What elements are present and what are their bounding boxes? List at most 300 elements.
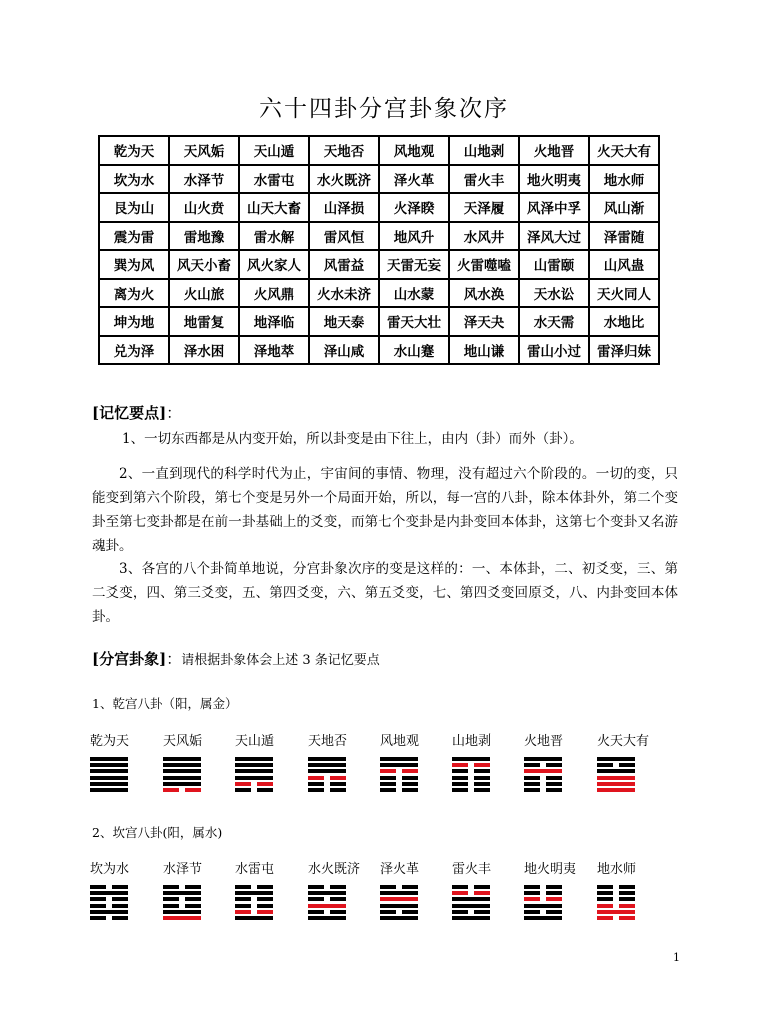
line-segment (235, 788, 251, 792)
yin-line (308, 782, 346, 786)
line-segment (452, 885, 468, 889)
line-segment (163, 776, 201, 780)
hexagram-name: 地火明夷 (524, 862, 577, 877)
table-cell: 水火既济 (309, 165, 379, 194)
section-heading-colon: ： (166, 650, 182, 668)
line-segment (308, 763, 346, 767)
line-segment (474, 788, 490, 792)
line-segment (546, 763, 562, 767)
yin-line (597, 763, 635, 767)
yang-line (163, 782, 201, 786)
line-segment (452, 757, 490, 761)
line-segment (308, 776, 324, 780)
yang-line (597, 782, 635, 786)
hexagram-lines (163, 885, 235, 920)
yin-line (524, 776, 562, 780)
hexagram (597, 733, 669, 794)
yang-line (524, 904, 562, 908)
yin-line (163, 885, 201, 889)
line-segment (524, 885, 540, 889)
line-segment (380, 782, 396, 786)
hexagram-name: 坎为水 (90, 862, 130, 877)
palace-label-kan: 2、坎宫八卦(阳，属水) (92, 825, 223, 840)
yin-line (524, 885, 562, 889)
yang-line (235, 769, 273, 773)
line-segment (257, 897, 273, 901)
hexagram-lines (308, 757, 380, 792)
line-segment (90, 897, 106, 901)
yang-line (524, 757, 562, 761)
table-cell: 山天大畜 (239, 193, 309, 222)
yin-line (597, 891, 635, 895)
line-segment (112, 885, 128, 889)
line-segment (619, 897, 635, 901)
hexagram-lines (452, 885, 524, 920)
hexagram (524, 861, 596, 922)
yang-line (235, 763, 273, 767)
line-segment (330, 776, 346, 780)
line-segment (308, 788, 324, 792)
line-segment (402, 769, 418, 773)
line-segment (380, 910, 396, 914)
table-cell: 火风鼎 (239, 279, 309, 308)
table-cell: 天雷无妄 (379, 250, 449, 279)
line-segment (474, 769, 490, 773)
yang-line (597, 757, 635, 761)
yin-line (163, 904, 201, 908)
yang-line (308, 916, 346, 920)
yang-line (235, 757, 273, 761)
line-segment (474, 776, 490, 780)
yang-line (524, 769, 562, 773)
table-cell: 水风井 (449, 222, 519, 251)
table-cell: 地山谦 (449, 336, 519, 365)
yang-line (163, 776, 201, 780)
line-segment (163, 897, 179, 901)
yang-line (90, 769, 128, 773)
yang-line (90, 788, 128, 792)
yin-line (597, 904, 635, 908)
table-cell: 地水师 (589, 165, 659, 194)
yang-line (163, 916, 201, 920)
line-segment (112, 904, 128, 908)
hexagram (308, 861, 380, 922)
line-segment (546, 776, 562, 780)
line-segment (597, 904, 613, 908)
line-segment (524, 788, 540, 792)
line-segment (546, 897, 562, 901)
yin-line (308, 910, 346, 914)
table-cell: 地天泰 (309, 307, 379, 336)
hexagram-name: 天风姤 (163, 734, 203, 749)
table-cell: 天地否 (309, 136, 379, 165)
table-cell: 水泽节 (169, 165, 239, 194)
hexagram-name: 火地晋 (524, 734, 564, 749)
hexagram (597, 861, 669, 922)
line-segment (524, 910, 540, 914)
line-segment (597, 891, 613, 895)
hexagram (235, 861, 307, 922)
hexagram-lines (597, 885, 669, 920)
line-segment (474, 782, 490, 786)
line-segment (308, 910, 324, 914)
table-cell: 泽水困 (169, 336, 239, 365)
line-segment (163, 904, 179, 908)
table-row (99, 307, 659, 336)
yin-line (452, 763, 490, 767)
yang-line (380, 904, 418, 908)
table-cell: 风天小畜 (169, 250, 239, 279)
hexagram-name: 火天大有 (597, 734, 650, 749)
yin-line (452, 910, 490, 914)
line-segment (597, 757, 635, 761)
line-segment (90, 916, 106, 920)
yin-line (380, 788, 418, 792)
hexagram-name: 泽火革 (380, 862, 420, 877)
table-cell: 火天大有 (589, 136, 659, 165)
yang-line (90, 891, 128, 895)
hexagram-name: 风地观 (380, 734, 420, 749)
table-row (99, 222, 659, 251)
yang-line (380, 916, 418, 920)
line-segment (402, 910, 418, 914)
line-segment (380, 897, 418, 901)
yang-line (90, 763, 128, 767)
hexagram (452, 733, 524, 794)
line-segment (452, 763, 468, 767)
hexagram-lines (597, 757, 669, 792)
line-segment (308, 757, 346, 761)
line-segment (235, 891, 273, 895)
hexagram (163, 733, 235, 794)
page-number: 1 (673, 951, 680, 964)
line-segment (235, 776, 273, 780)
line-segment (308, 782, 324, 786)
line-segment (619, 904, 635, 908)
line-segment (546, 891, 562, 895)
table-cell: 雷地豫 (169, 222, 239, 251)
hexagram-name: 天地否 (308, 734, 348, 749)
line-segment (524, 891, 540, 895)
table-cell: 火地晋 (519, 136, 589, 165)
hexagram-lines (235, 757, 307, 792)
yang-line (235, 891, 273, 895)
line-segment (90, 776, 128, 780)
table-cell: 风泽中孚 (519, 193, 589, 222)
table-cell: 泽风大过 (519, 222, 589, 251)
line-segment (90, 910, 128, 914)
line-segment (402, 776, 418, 780)
yin-line (524, 897, 562, 901)
line-segment (597, 763, 613, 767)
line-segment (163, 910, 201, 914)
hexagram-name: 乾为天 (90, 734, 130, 749)
line-segment (546, 788, 562, 792)
yang-line (597, 769, 635, 773)
line-segment (235, 885, 251, 889)
hexagram-lines (380, 885, 452, 920)
table-row (99, 250, 659, 279)
hexagram (235, 733, 307, 794)
line-segment (235, 916, 273, 920)
line-segment (597, 916, 613, 920)
line-segment (474, 885, 490, 889)
yang-line (308, 904, 346, 908)
table-cell: 山风蛊 (589, 250, 659, 279)
line-segment (597, 788, 635, 792)
line-segment (402, 782, 418, 786)
table-cell: 泽火革 (379, 165, 449, 194)
memory-heading (92, 402, 181, 423)
section-heading-label: [分宫卦象] (92, 650, 167, 668)
line-segment (185, 897, 201, 901)
yang-line (163, 769, 201, 773)
line-segment (90, 763, 128, 767)
table-cell: 风山渐 (589, 193, 659, 222)
line-segment (452, 776, 468, 780)
yang-line (90, 782, 128, 786)
memory-heading-colon: ： (166, 404, 182, 422)
table-cell: 天山遁 (239, 136, 309, 165)
yang-line (90, 910, 128, 914)
hexagram (380, 733, 452, 794)
line-segment (235, 897, 251, 901)
table-cell: 风水涣 (449, 279, 519, 308)
table-cell: 坤为地 (99, 307, 169, 336)
yin-line (380, 769, 418, 773)
line-segment (380, 763, 418, 767)
line-segment (474, 910, 490, 914)
line-segment (90, 904, 106, 908)
yang-line (308, 891, 346, 895)
memory-point-3: 3、各宫的八个卦简单地说，分宫卦象次序的变是这样的：一、本体卦，二、初爻变，三、第二爻变，四、第三爻变，五、第四爻变，六、第五爻变，七、第四爻变回原爻，八、内卦变回本体卦。 (92, 561, 678, 625)
hexagram-name: 地水师 (597, 862, 637, 877)
section-heading (92, 648, 380, 669)
hexagram (90, 733, 162, 794)
line-segment (380, 891, 418, 895)
line-segment (257, 782, 273, 786)
yang-line (308, 757, 346, 761)
yang-line (380, 897, 418, 901)
table-cell: 天泽履 (449, 193, 519, 222)
table-cell: 雷火丰 (449, 165, 519, 194)
yin-line (524, 788, 562, 792)
line-segment (163, 757, 201, 761)
line-segment (330, 782, 346, 786)
yin-line (452, 788, 490, 792)
table-cell: 坎为水 (99, 165, 169, 194)
hexagram-lines (524, 885, 596, 920)
line-segment (308, 769, 346, 773)
table-cell: 雷泽归妹 (589, 336, 659, 365)
line-segment (163, 763, 201, 767)
yin-line (163, 788, 201, 792)
line-segment (330, 885, 346, 889)
hexagram-name: 水泽节 (163, 862, 203, 877)
table-row (99, 193, 659, 222)
yang-line (380, 763, 418, 767)
table-row (99, 165, 659, 194)
yang-line (308, 763, 346, 767)
line-segment (163, 885, 179, 889)
line-segment (330, 897, 346, 901)
line-segment (597, 769, 635, 773)
line-segment (235, 763, 273, 767)
table-cell: 天火同人 (589, 279, 659, 308)
yin-line (308, 788, 346, 792)
line-segment (380, 904, 418, 908)
memory-heading-label: [记忆要点] (92, 404, 167, 422)
line-segment (452, 910, 468, 914)
yang-line (380, 757, 418, 761)
yin-line (90, 916, 128, 920)
line-segment (474, 763, 490, 767)
line-segment (235, 782, 251, 786)
yang-line (235, 776, 273, 780)
line-segment (90, 769, 128, 773)
table-cell: 风地观 (379, 136, 449, 165)
hexagram-table (98, 135, 660, 365)
line-segment (524, 904, 562, 908)
table-cell: 火山旅 (169, 279, 239, 308)
line-segment (308, 885, 324, 889)
yin-line (235, 910, 273, 914)
table-cell: 泽天夬 (449, 307, 519, 336)
line-segment (257, 885, 273, 889)
yin-line (308, 776, 346, 780)
hexagram-name: 雷火丰 (452, 862, 492, 877)
yin-line (452, 769, 490, 773)
line-segment (380, 757, 418, 761)
line-segment (235, 769, 273, 773)
line-segment (597, 782, 635, 786)
line-segment (524, 782, 540, 786)
yin-line (308, 897, 346, 901)
yang-line (452, 757, 490, 761)
line-segment (185, 885, 201, 889)
line-segment (380, 776, 396, 780)
line-segment (163, 788, 179, 792)
line-segment (452, 788, 468, 792)
line-segment (308, 904, 346, 908)
line-segment (380, 885, 396, 889)
line-segment (597, 776, 635, 780)
memory-point-1: 1、一切东西都是从内变开始，所以卦变是由下往上，由内（卦）而外（卦）。 (122, 431, 583, 447)
hexagram (163, 861, 235, 922)
line-segment (474, 891, 490, 895)
yang-line (163, 910, 201, 914)
yang-line (308, 769, 346, 773)
table-cell: 泽山咸 (309, 336, 379, 365)
line-segment (524, 757, 562, 761)
yin-line (452, 891, 490, 895)
hexagram-name: 水雷屯 (235, 862, 275, 877)
table-cell: 巽为风 (99, 250, 169, 279)
yang-line (163, 891, 201, 895)
line-segment (235, 910, 251, 914)
table-cell: 天水讼 (519, 279, 589, 308)
line-segment (257, 910, 273, 914)
line-segment (235, 904, 251, 908)
yin-line (235, 904, 273, 908)
yin-line (452, 885, 490, 889)
yang-line (597, 788, 635, 792)
palace-row-kan (0, 861, 768, 941)
table-cell: 水雷屯 (239, 165, 309, 194)
yang-line (163, 757, 201, 761)
line-segment (546, 910, 562, 914)
table-row (99, 136, 659, 165)
table-cell: 天风姤 (169, 136, 239, 165)
yin-line (597, 916, 635, 920)
yang-line (524, 916, 562, 920)
line-segment (163, 769, 201, 773)
yin-line (235, 788, 273, 792)
line-segment (619, 763, 635, 767)
hexagram-name: 天山遁 (235, 734, 275, 749)
yin-line (597, 885, 635, 889)
yin-line (235, 897, 273, 901)
line-segment (163, 782, 201, 786)
table-cell: 离为火 (99, 279, 169, 308)
yang-line (235, 916, 273, 920)
yin-line (524, 782, 562, 786)
hexagram (524, 733, 596, 794)
line-segment (524, 897, 540, 901)
yin-line (524, 910, 562, 914)
line-segment (597, 910, 635, 914)
line-segment (185, 904, 201, 908)
palace-label-qian: 1、乾宫八卦（阳，属金） (92, 696, 238, 711)
table-cell: 火水未济 (309, 279, 379, 308)
line-segment (308, 916, 346, 920)
hexagram-lines (90, 885, 162, 920)
line-segment (524, 916, 562, 920)
table-cell: 兑为泽 (99, 336, 169, 365)
line-segment (524, 763, 540, 767)
table-cell: 震为雷 (99, 222, 169, 251)
line-segment (90, 891, 128, 895)
line-segment (163, 891, 201, 895)
hexagram (90, 861, 162, 922)
palace-row-qian (0, 733, 768, 813)
yang-line (380, 891, 418, 895)
line-segment (452, 904, 490, 908)
table-cell: 水天需 (519, 307, 589, 336)
line-segment (330, 788, 346, 792)
yang-line (597, 910, 635, 914)
table-cell: 乾为天 (99, 136, 169, 165)
table-cell: 山火贲 (169, 193, 239, 222)
hexagram-lines (308, 885, 380, 920)
hexagram-name: 水火既济 (308, 862, 361, 877)
line-segment (452, 769, 468, 773)
line-segment (619, 916, 635, 920)
line-segment (112, 916, 128, 920)
table-cell: 地火明夷 (519, 165, 589, 194)
line-segment (452, 891, 468, 895)
table-cell: 山地剥 (449, 136, 519, 165)
line-segment (380, 769, 396, 773)
hexagram (308, 733, 380, 794)
line-segment (330, 910, 346, 914)
memory-point-2: 2、一直到现代的科学时代为止，宇宙间的事情、物理，没有超过六个阶段的。一切的变，只能变到第六个阶段，第七个变是另外一个局面开始，所以，每一宫的八卦，除本体卦外，第二个变卦至第七变卦都是在前一卦基础上的爻变，而第七个变卦是内卦变回本体卦，这第七个变卦又名游魂卦。 (92, 466, 678, 554)
line-segment (185, 788, 201, 792)
line-segment (235, 757, 273, 761)
hexagram-lines (235, 885, 307, 920)
table-cell: 雷风恒 (309, 222, 379, 251)
line-segment (524, 769, 562, 773)
